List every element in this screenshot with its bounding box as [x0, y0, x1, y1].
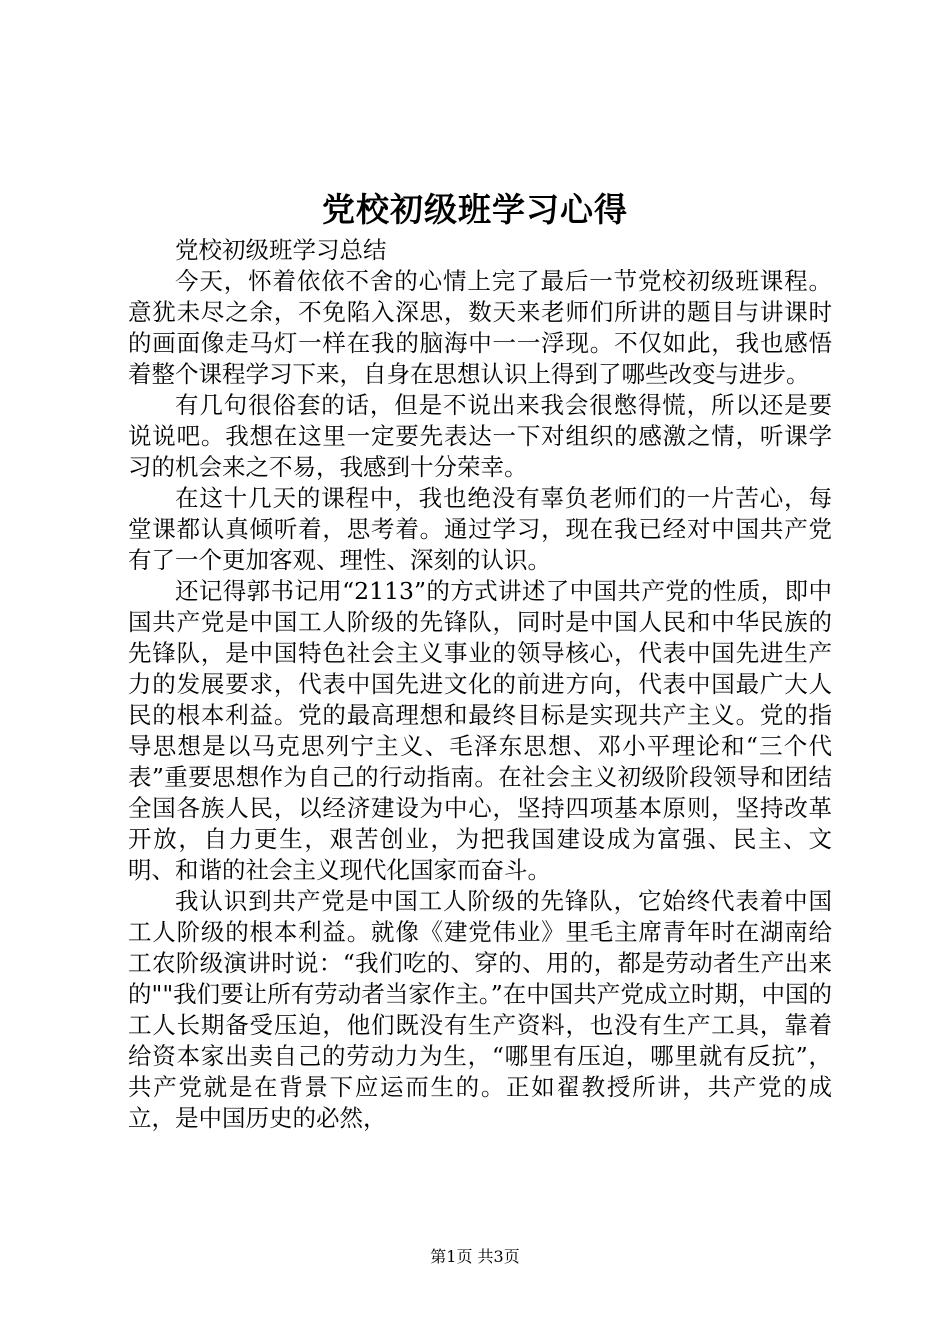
- paragraph: 还记得郭书记用“2113”的方式讲述了中国共产党的性质，即中国共产党是中国工人阶级的先锋队，同时是中国人民和中华民族的先锋队，是中国特色社会主义事业的领导核心，代表中国先进生产力的发展要求，代表中国先进文化的前进方向，代表中国最广大人民的根本利益。党的最高理想和最终目标是实现共产主义。党的指导思想是以马克思列宁主义、毛泽东思想、邓小平理论和“三个代表”重要思想作为自己的行动指南。在社会主义初级阶段领导和团结全国各族人民，以经济建设为中心，坚持四项基本原则，坚持改革开放，自力更生，艰苦创业，为把我国建设成为富强、民主、文明、和谐的社会主义现代化国家而奋斗。: [128, 577, 832, 884]
- document-body: [128, 235, 832, 1134]
- paragraph-subtitle: 党校初级班学习总结: [175, 236, 387, 264]
- page-footer: 第1页 共3页: [430, 1247, 520, 1266]
- page-title: 党校初级班学习心得: [322, 190, 628, 229]
- paragraph: 有几句很俗套的话，但是不说出来我会很憋得慌，所以还是要说说吧。我想在这里一定要先表达一下对组织的感激之情，听课学习的机会来之不易，我感到十分荣幸。: [128, 391, 832, 481]
- paragraph: 我认识到共产党是中国工人阶级的先锋队，它始终代表着中国工人阶级的根本利益。就像《建党伟业》里毛主席青年时在湖南给工农阶级演讲时说：“我们吃的、穿的、用的，都是劳动者生产出来的""我们要让所有劳动者当家作主。”在中国共产党成立时期，中国的工人长期备受压迫，他们既没有生产资料，也没有生产工具，靠着给资本家出卖自己的劳动力为生，“哪里有压迫，哪里就有反抗”，共产党就是在背景下应运而生的。正如翟教授所讲，共产党的成立，是中国历史的必然，: [128, 887, 832, 1132]
- paragraph: 在这十几天的课程中，我也绝没有辜负老师们的一片苦心，每堂课都认真倾听着，思考着。通过学习，现在我已经对中国共产党有了一个更加客观、理性、深刻的认识。: [128, 484, 832, 574]
- paragraph: 今天，怀着依依不舍的心情上完了最后一节党校初级班课程。意犹未尽之余，不免陷入深思，数天来老师们所讲的题目与讲课时的画面像走马灯一样在我的脑海中一一浮现。不仅如此，我也感悟着整个课程学习下来，自身在思想认识上得到了哪些改变与进步。: [128, 267, 832, 388]
